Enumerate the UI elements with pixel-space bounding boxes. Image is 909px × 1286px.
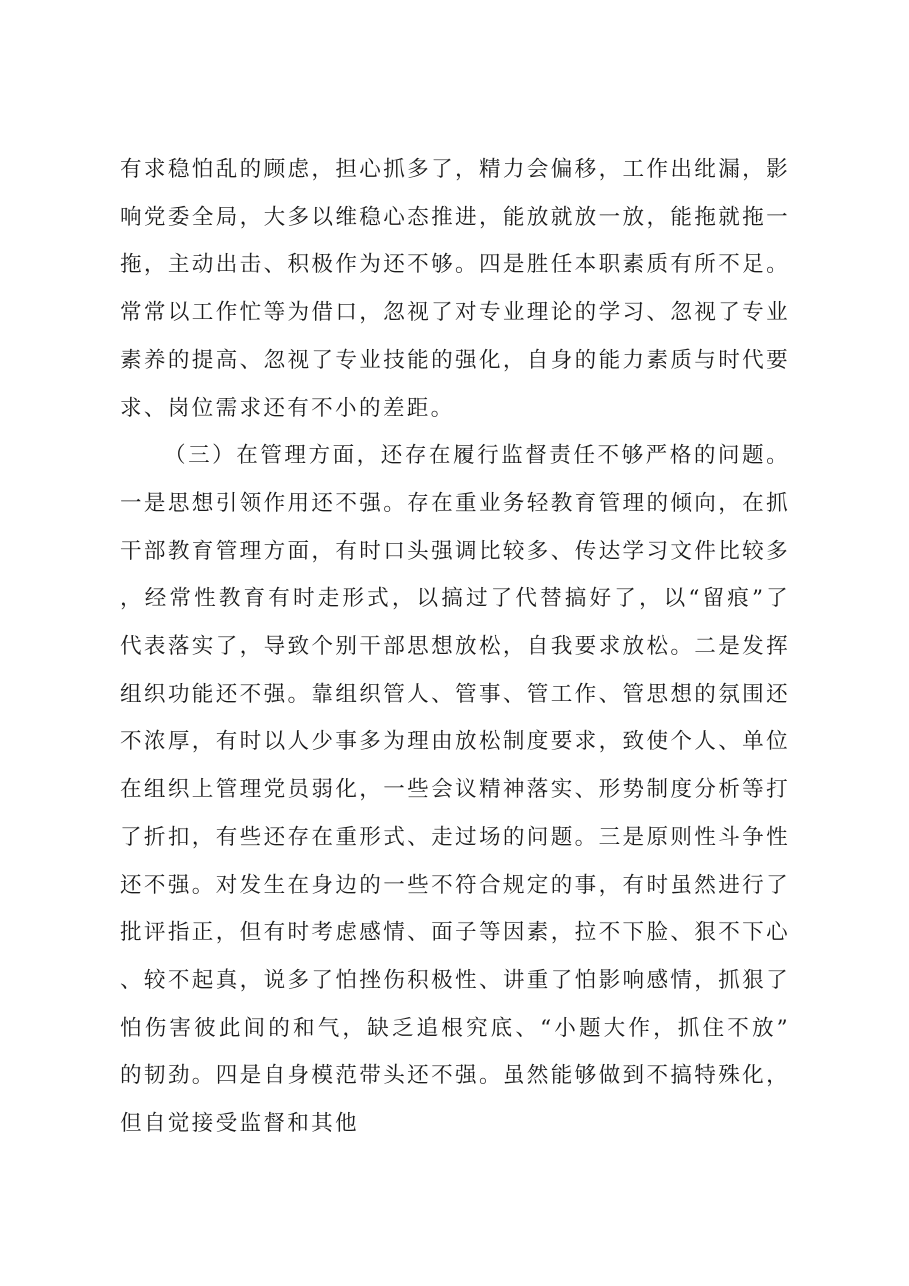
paragraph-section-three: （三）在管理方面，还存在履行监督责任不够严格的问题。一是思想引领作用还不强。存在重业务轻教育管理的倾向，在抓干部教育管理方面，有时口头强调比较多、传达学习文件比较多，经常性教育有时走形式，以搞过了代替搞好了，以“留痕”了代表落实了，导致个别干部思想放松，自我要求放松。二是发挥组织功能还不强。靠组织管人、管事、管工作、管思想的氛围还不浓厚，有时以人少事多为理由放松制度要求，致使个人、单位在组织上管理党员弱化，一些会议精神落实、形势制度分析等打了折扣，有些还存在重形式、走过场的问题。三是原则性斗争性还不强。对发生在身边的一些不符合规定的事，有时虽然进行了批评指正，但有时考虑感情、面子等因素，拉不下脸、狠不下心、较不起真，说多了怕挫伤积极性、讲重了怕影响感情，抓狠了怕伤害彼此间的和气，缺乏追根究底、“小题大作，抓住不放”的韧劲。四是自身模范带头还不强。虽然能够做到不搞特殊化，但自觉接受监督和其他 — [120, 443, 790, 1137]
paragraph-continuation: 有求稳怕乱的顾虑，担心抓多了，精力会偏移，工作出纰漏，影响党委全局，大多以维稳心态推进，能放就放一放，能拖就拖一拖，主动出击、积极作为还不够。四是胜任本职素质有所不足。常常以工作忙等为借口，忽视了对专业理论的学习、忽视了专业素养的提高、忽视了专业技能的强化，自身的能力素质与时代要求、岗位需求还有不小的差距。 — [120, 157, 790, 421]
document-body — [120, 146, 790, 1148]
